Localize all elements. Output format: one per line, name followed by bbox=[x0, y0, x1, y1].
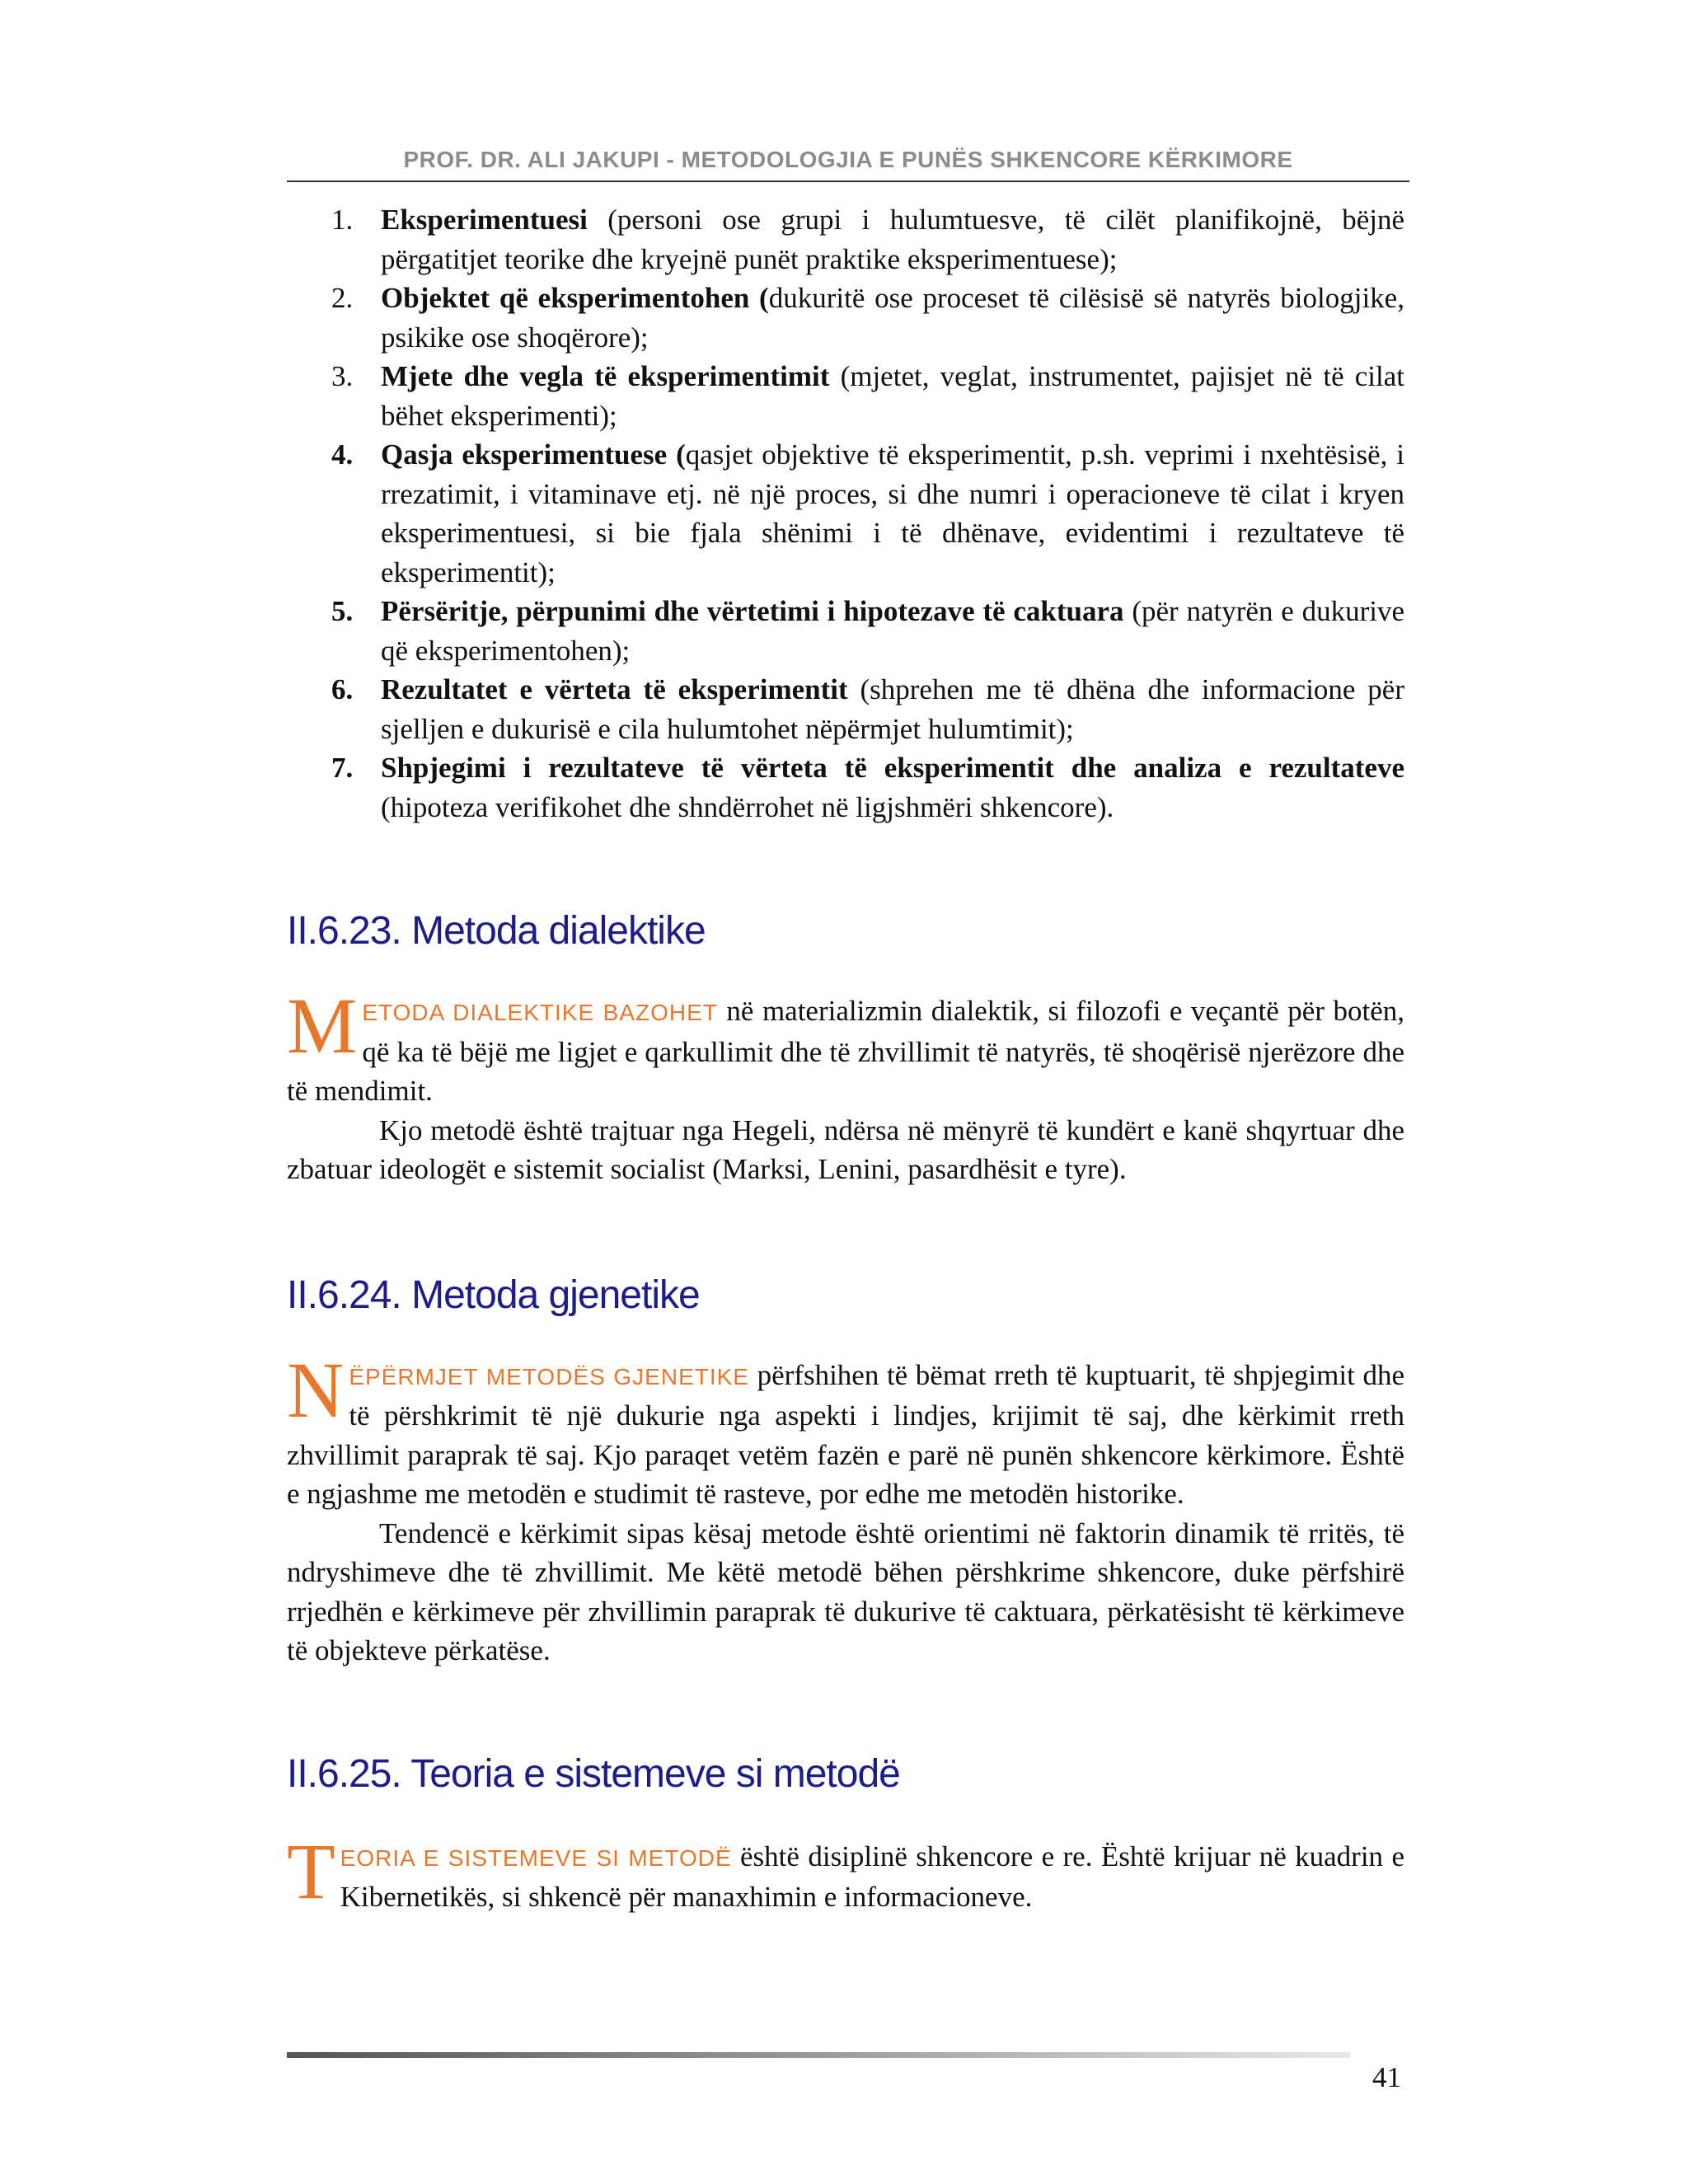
paragraph-text: është disiplinë shkencore e re. Është krijuar në kuadrin e Kibernetikës, si shkencë për manaxhimin e informacioneve. bbox=[340, 1840, 1404, 1913]
list-text: qasjet objektive të eksperimentit, p.sh. veprimi i nxehtësisë, i rrezatimit, i vitaminave etj. në një proces, si dhe numri i operacioneve të cilat i kryen eksperimentuesi, si bie fjala shënimi i të dhënave, evidentimi i rezultateve të eksperimentit); bbox=[381, 438, 1404, 588]
list-text: (mjetet, veglat, instrumentet, pajisjet në të cilat bëhet eksperimenti); bbox=[381, 360, 1405, 432]
list-text: (shprehen me të dhëna dhe informacione për sjelljen e dukurisë e cila hulumtohet nëpërmjet hulumtimit); bbox=[381, 673, 1405, 745]
section-paragraph: Kjo metodë është trajtuar nga Hegeli, ndërsa në mënyrë të kundërt e kanë shqyrtuar dhe zbatuar ideologët e sistemit socialist (Marksi, Lenini, pasardhësit e tyre). bbox=[287, 1113, 1404, 1185]
list-number: 2. bbox=[331, 282, 354, 314]
drop-cap: T bbox=[287, 1826, 335, 1915]
section-heading-dialectic-method: II.6.23. Metoda dialektike bbox=[287, 909, 706, 953]
list-item bbox=[287, 748, 1404, 827]
list-term: Shpjegimi i rezultateve të vërteta të eksperimentit dhe analiza e rezultateve bbox=[381, 752, 1404, 784]
list-item bbox=[287, 200, 1404, 279]
list-item bbox=[287, 435, 1404, 592]
list-text: (hipoteza verifikohet dhe shndërrohet në ligjshmëri shkencore). bbox=[381, 790, 1114, 823]
list-number: 5. bbox=[331, 595, 354, 627]
list-term: Eksperimentuesi bbox=[381, 204, 588, 236]
drop-cap: N bbox=[287, 1345, 345, 1434]
list-number: 1. bbox=[331, 204, 354, 236]
drop-cap: M bbox=[287, 982, 358, 1070]
section-paragraph bbox=[287, 1345, 1404, 1514]
paragraph-text: në materializmin dialektik, si filozofi e veçantë për botën, që ka të bëjë me ligjet e qarkullimit dhe të zhvillimit të natyrës, të shoqërisë njerëzore dhe të mendimit. bbox=[287, 995, 1405, 1107]
section-heading-genetic-method: II.6.24. Metoda gjenetike bbox=[287, 1272, 700, 1317]
list-term: Qasja eksperimentuese ( bbox=[381, 438, 686, 471]
section-paragraph bbox=[287, 1826, 1404, 1917]
list-term: Objektet që eksperimentohen ( bbox=[381, 282, 769, 314]
list-term: Mjete dhe vegla të eksperimentimit bbox=[381, 360, 830, 392]
section-paragraph: Tendencë e kërkimit sipas kësaj metode është orientimi në faktorin dinamik të rritës, të ndryshimeve dhe të zhvillimit. Me këtë metodë bëhen përshkrime shkencore, duke përfshirë rrjedhën e kërkimeve për zhvillimin paraprak të dukurive të caktuara, përkatësisht të kërkimeve të objekteve përkatëse. bbox=[287, 1516, 1404, 1666]
list-term: Rezultatet e vërteta të eksperimentit bbox=[381, 673, 848, 705]
header-rule bbox=[287, 180, 1409, 182]
page-number: 41 bbox=[1372, 2061, 1401, 2093]
list-text: dukuritë ose proceset të cilësisë së natyrës biologjike, psikike ose shoqërore); bbox=[381, 282, 1404, 354]
list-item bbox=[287, 279, 1404, 357]
list-text: (personi ose grupi i hulumtuesve, të cilët planifikojnë, bëjnë përgatitjet teorike dhe kryejnë punët praktike eksperimentuese); bbox=[381, 204, 1404, 275]
list-number: 3. bbox=[331, 360, 354, 392]
running-header: PROF. DR. ALI JAKUPI - METODOLOGJIA E PUNËS SHKENCORE KËRKIMORE bbox=[403, 147, 1293, 172]
footer-rule bbox=[287, 2052, 1350, 2058]
experiment-elements-list bbox=[287, 200, 1404, 827]
list-text: (për natyrën e dukurive që eksperimentohen); bbox=[381, 595, 1404, 667]
lead-in-text: EORIA E SISTEMEVE SI METODË bbox=[340, 1844, 732, 1871]
list-number: 6. bbox=[331, 673, 354, 705]
section-heading-systems-theory: II.6.25. Teoria e sistemeve si metodë bbox=[287, 1751, 900, 1796]
list-term: Përsëritje, përpunimi dhe vërtetimi i hipotezave të caktuara bbox=[381, 595, 1124, 627]
list-number: 4. bbox=[331, 438, 354, 471]
page-content bbox=[287, 200, 1404, 1917]
list-number: 7. bbox=[331, 752, 354, 784]
section-paragraph bbox=[287, 982, 1405, 1111]
paragraph-text: përfshihen të bëmat rreth të kuptuarit, të shpjegimit dhe të përshkrimit të një dukurie nga aspekti i lindjes, krijimit të saj, dhe kërkimit rreth zhvillimit paraprak të saj. Kjo paraqet vetëm fazën e parë në punën shkencore kërkimore. Është e ngjashme me metodën e studimit të rasteve, por edhe me metodën historike. bbox=[287, 1358, 1404, 1510]
list-item bbox=[287, 357, 1404, 435]
lead-in-text: ËPËRMJET METODËS GJENETIKE bbox=[349, 1363, 749, 1390]
lead-in-text: ETODA DIALEKTIKE BAZOHET bbox=[362, 1000, 718, 1025]
list-item bbox=[287, 670, 1404, 748]
list-item bbox=[287, 592, 1404, 670]
